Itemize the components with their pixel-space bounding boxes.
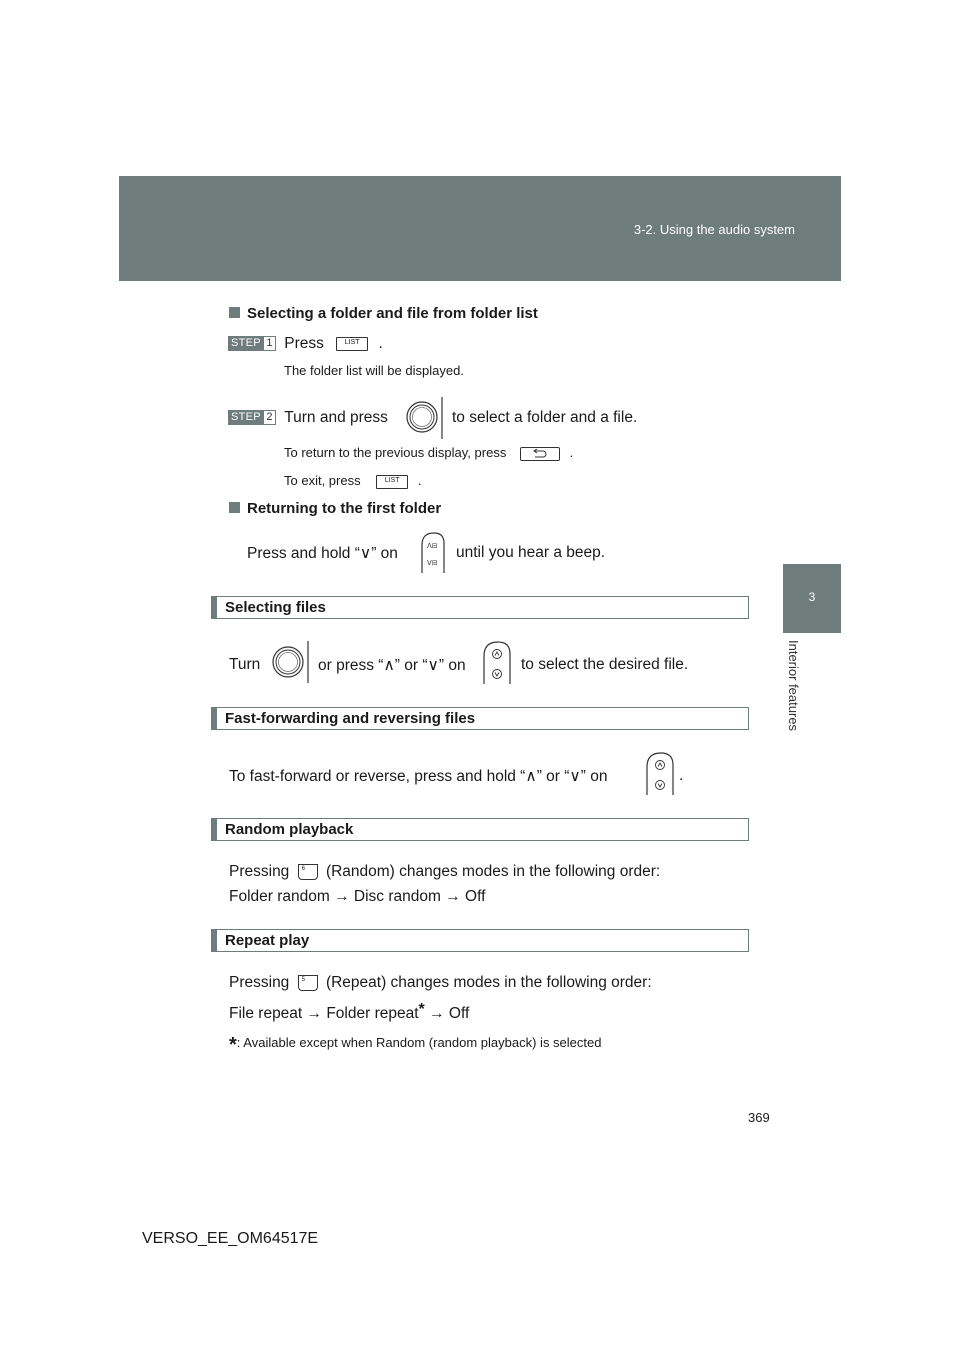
seek-rocker-icon	[482, 640, 512, 686]
section-bar-repeat: Repeat play	[211, 929, 749, 952]
square-bullet-icon	[229, 502, 240, 513]
step-number: 2	[263, 410, 276, 425]
page-number: 369	[748, 1110, 770, 1125]
repeat-line2: File repeat → Folder repeat* → Off	[229, 1001, 470, 1022]
step1-note: The folder list will be displayed.	[284, 363, 464, 378]
subheading-folder-list: Selecting a folder and file from folder list	[229, 305, 538, 322]
section-bar-ff-rev: Fast-forwarding and reversing files	[211, 707, 749, 730]
step-badge: STEP	[228, 336, 264, 351]
subheading-first-folder: Returning to the first folder	[229, 500, 441, 517]
preset-6-button-icon: 6	[298, 864, 318, 880]
list-button-icon: LIST	[336, 337, 368, 351]
section-bar-selecting-files: Selecting files	[211, 596, 749, 619]
seek-rocker-icon	[645, 751, 675, 797]
preset-5-button-icon: 5	[298, 975, 318, 991]
svg-text:Λ⊟: Λ⊟	[427, 542, 438, 550]
section-bar-random: Random playback	[211, 818, 749, 841]
random-line1: Pressing 6 (Random) changes modes in the following order:	[229, 863, 661, 880]
folder-rocker-icon	[420, 531, 446, 574]
chapter-number: 3	[808, 590, 816, 604]
random-line2: Folder random → Disc random → Off	[229, 888, 486, 905]
step2-line: STEP 2 Turn and press	[228, 409, 388, 427]
selecting-files-text-c: to select the desired file.	[521, 656, 689, 673]
footnote: *: Available except when Random (random playback) is selected	[229, 1034, 602, 1056]
tune-knob-icon	[272, 640, 314, 684]
return-icon	[520, 447, 560, 461]
first-folder-text: Press and hold “∨” on	[247, 545, 398, 562]
step-number: 1	[263, 336, 276, 351]
ff-rev-text: To fast-forward or reverse, press and hold “∧” or “∨” on	[229, 768, 608, 785]
step1-line: STEP 1 Press LIST .	[228, 335, 383, 353]
square-bullet-icon	[229, 307, 240, 318]
step2-note-return: To return to the previous display, press .	[284, 445, 574, 460]
list-button-icon: LIST	[376, 475, 408, 489]
first-folder-text-end: until you hear a beep.	[456, 544, 606, 561]
header-section-title: 3-2. Using the audio system	[633, 222, 795, 237]
footnote-marker: *	[418, 1001, 425, 1018]
step2-line-end: to select a folder and a file.	[452, 409, 638, 426]
document-id: VERSO_EE_OM64517E	[142, 1230, 319, 1247]
repeat-line1: Pressing 5 (Repeat) changes modes in the following order:	[229, 974, 652, 991]
selecting-files-text-b: or press “∧” or “∨” on	[318, 657, 466, 674]
step-badge: STEP	[228, 410, 264, 425]
step2-note-exit: To exit, press LIST .	[284, 473, 422, 488]
selecting-files-text-a: Turn	[229, 656, 261, 673]
svg-text:V⊟: V⊟	[427, 559, 438, 567]
ff-rev-text-end: .	[679, 767, 684, 784]
tune-knob-icon	[406, 396, 448, 440]
chapter-label: Interior features	[786, 640, 801, 732]
